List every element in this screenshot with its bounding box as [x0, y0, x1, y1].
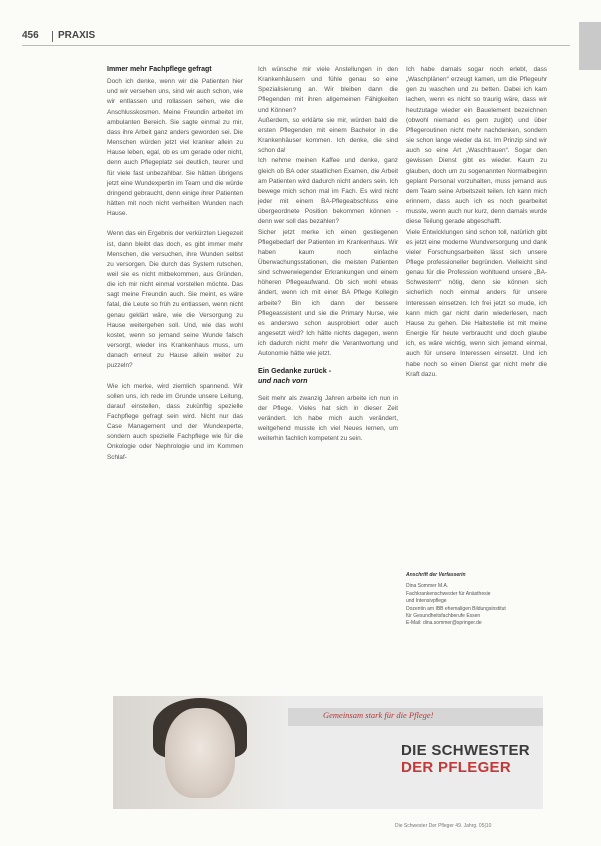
- author-line: Dozentin am IBB ehemaligen Bildungsinstitut: [406, 605, 506, 612]
- col3-paragraph-2: Viele Entwicklungen sind schon toll, natürlich gibt es jetzt eine moderne Wundversorgung und dank vieler Forschungsarbeiten lässt sich unsere Pflege professioneller begründen. Vielleicht sind genau für die Profession wohltuend unsere „BA-Schwestern“ nötig, denn sie können sich sicherlich noch einmal anders für unsere Interessen einsetzen. Ich frei jetzt so mude, ich kann mich gar nicht darin wiederlesen, nach Hause zu gehen. Die Haltestelle ist mit meine Energie für heute verbraucht und doch glaube ich, es wäre wichtig, wenn sich jemand einmal, auch für unsere Interessen einsetzt. Und ich habe noch so einen Dienst gar nicht mehr die Kraft dazu.: [406, 228, 547, 378]
- author-line: für Gesundheitsfachberufe Essen: [406, 613, 481, 620]
- col1-paragraph-2: Wenn das ein Ergebnis der verkürzten Liegezeit ist, dann bleibt das doch, es gibt immer mehr Menschen, die versuchen, ihre Wunden selbst zu versorgen. Die durch das System rutschen, weil sie es nicht mitbekommen, aus Gründen, die ich mir nicht einmal vorstellen möchte. Das sagt meine Freundin auch. Sie meint, es wäre fatal, die Leute so früh zu entlassen, wenn nicht genau geklärt wäre, wie die Versorgung zu Hause weitergehen soll. Und, wie das wohl kostet, wenn so jemand seine Wunde falsch versorgt, wieder ins Krankenhaus muss, um danach erneut zu Hause allein weiter zu puzzeln?: [107, 230, 243, 370]
- ad-photo: [113, 696, 288, 809]
- advertisement: [113, 696, 543, 809]
- column-2: [258, 65, 398, 444]
- col2-paragraph-2: Außerdem, so erklärte sie mir, würden bald die ersten Pflegenden mit einem Bachelor in die Krankenhäuser kommen. Ich denke, die sind schon da!: [258, 116, 398, 155]
- page-number: 456: [22, 30, 39, 41]
- col3-paragraph-1: Ich habe damals sogar noch erlebt, dass „Waschplänen“ erzeugt kamen, um die Pflegeuhr gen zu waschen und zu betten. Dabei ich kam lachen, wenn es nicht so traurig wäre, dass wir heutzutage wieder ein Bauelement bezeichnen (obwohl niemand es gern zugibt) und über Pflegeroutinen nicht mehr nachdenken, sondern sie schon lange wieder da ist. Im Prinzip sind wir auch so eine Art „Waschfrauen“. Sogar den gewissen Dienst gibt es wieder. Kaum zu glauben, doch um zu sogenannten Normalbeginn geplant Personal vorzuhalten, muss jemand aus dem Team seine Arbeitszeit teilen. Ich kann mich erinnern, dass auch ich es noch gearbeitet musste, wenn auch nur kurz, denn damals wurde diese Teilung gerade abgeschafft.: [406, 66, 547, 226]
- author-email: E-Mail: dina.sommer@springer.de: [406, 620, 482, 627]
- column-3: [406, 65, 547, 380]
- subheading-line-1: Ein Gedanke zurück -: [258, 365, 332, 375]
- col1-paragraph-3: Wie ich merke, wird ziemlich spannend. Wir sollen uns, ich rede im Grunde unsere Leitung, darauf einstellen, dass zukünftig spezielle Fachpflege gefragt sein wird. Nicht nur das Case Management und der Wundexperte, sondern auch spezielle Fachpflege wie für die Onkologie oder Nephrologie und im Kommen Schlaf-: [107, 382, 243, 461]
- heading-fachpflege: Immer mehr Fachpflege gefragt: [107, 66, 212, 73]
- author-label: Anschrift der Verfasserin: [406, 572, 466, 578]
- author-address: [406, 572, 547, 628]
- section-title: PRAXIS: [58, 30, 96, 41]
- author-line: und Intensivpflege: [406, 598, 447, 605]
- page-side-tab: [579, 22, 601, 70]
- column-1: [107, 65, 243, 463]
- col2-paragraph-3: Ich nehme meinen Kaffee und denke, ganz gleich ob BA oder staatlichen Examen, die Arbeit am Patienten wird dadurch nicht anders sein. Ich bewege mich schon mal im Fach. Es wird nicht jeder mit einem BA-Pflegeabschluss eine übergeordnete Position bekommen können - denn wer soll das bezahlen?: [258, 157, 398, 226]
- ad-face: [165, 708, 235, 798]
- subheading-line-2: und nach vorn: [258, 375, 308, 385]
- page-header: [22, 30, 570, 44]
- author-line: Dina Sommer M.A.: [406, 583, 449, 590]
- ad-slogan: Gemeinsam stark für die Pflege!: [323, 710, 434, 720]
- col2-paragraph-4: Sicher jetzt merke ich einen gestiegenen Pflegebedarf der Patienten im Krankenhaus. Wir haben kaum noch einfache Überwachungsstationen, die meisten Patienten sind schwerwiegender Erkrankungen und einem höheren Pflegeaufwand. Ob sich wohl etwas ändert, wenn ich mit einer BA Pflege Kollegin arbeite? Bin ich dann der bessere Pflegeassistent und sie die Primary Nurse, wie es anderswo schon ausprobiert oder auch angesetzt wird? Ich hätte nichts dagegen, wenn ich dadurch nicht mehr die Verantwortung und Autonomie hätte wie jetzt.: [258, 228, 398, 358]
- page-footer: Die Schwester Der Pfleger 49. Jahrg. 05|10: [395, 823, 492, 829]
- col2-paragraph-1: Ich wünsche mir viele Anstellungen in den Krankenhäusern und fühle genau so eine Spezialisierung an. Wir bleiben dann die Pflegenden mit ihren allgemeinen Fähigkeiten und Können?: [258, 66, 398, 114]
- author-line: Fachkrankenschwester für Anästhesie: [406, 590, 491, 597]
- ad-title-line-1: DIE SCHWESTER: [401, 742, 530, 759]
- header-separator: [52, 31, 53, 42]
- col2-paragraph-5: Seit mehr als zwanzig Jahren arbeite ich nun in der Pflege. Vieles hat sich in dieser Zeit verändert. Ich habe mich auch verändert, weitgehend musste ich viel Neues lernen, um weiterhin fachlich kompetent zu sein.: [258, 394, 398, 443]
- header-rule: [22, 45, 570, 46]
- col1-paragraph-1: Doch ich denke, wenn wir die Patienten hier und wir versehen uns, sind wir auch schon, wie wir entlassen und rollassen sehen, wie die Anschlusskosmen. Meine Freundin arbeitet im ambulanten Bereich. Sie sagte einmal zu mir, dass ihre Arbeit ganz anders geworden sei. Die Menschen würden jetzt viel kranker allein zu Hause leben, egal, ob es um gerade oder nicht, denn auch Pflegeplatz sei deutlich, teurer und für viele fast unbezahlbar. Sie hätten übrigens jetzt eine Wundexpertin im Team und die würde dringend gebraucht, denn einige ihrer Patienten hätten mit noch nicht verheilten Wunden nach Hause.: [107, 78, 243, 218]
- subheading-gedanke: [258, 366, 398, 386]
- ad-title-line-2: DER PFLEGER: [401, 759, 511, 776]
